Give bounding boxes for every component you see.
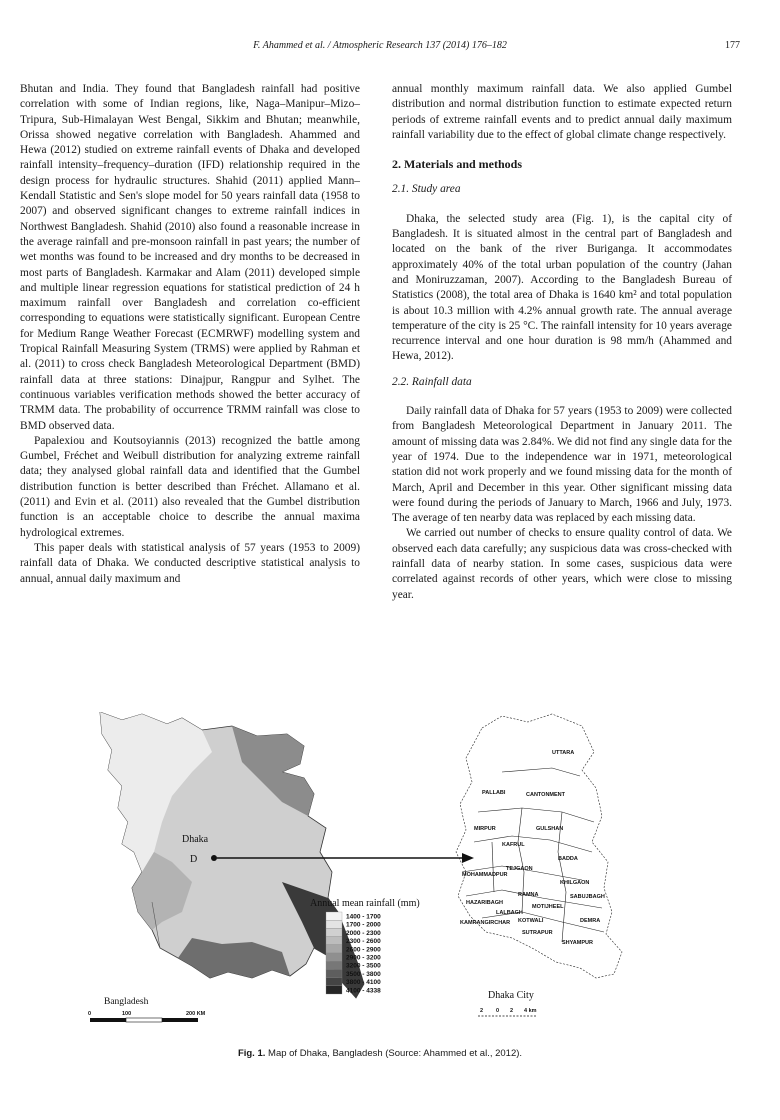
thana-label: SABUJBAGH: [570, 894, 605, 900]
country-scale-bar: [90, 1018, 198, 1022]
section-heading: 2. Materials and methods: [392, 157, 522, 172]
city-label: Dhaka City: [488, 990, 534, 1001]
map-graphic: [82, 712, 662, 1032]
thana-label: CANTONMENT: [526, 792, 566, 798]
study-area-paragraph: Dhaka, the selected study area (Fig. 1), is the capital city of Bangladesh. It is situated almost in the central part of Bangladesh and located on the bank of the river Buriganga. It accommodates approximately 40% of the total urban population of the country (Jahan and Moniruzzaman, 2007). According to the Bangladesh Bureau of Statistics (2008), the total area of Dhaka is 1640 km² and total population is about 10.3 million with 4.2% annual growth rate. The annual average temperature of the city is 25 °C. The rainfall intensity for 10 years average recurrence interval and one hour duration is 98 mm/h (Ahammed and Hewa, 2012).: [392, 212, 732, 363]
figure-caption-text: Map of Dhaka, Bangladesh (Source: Ahammed et al., 2012).: [268, 1048, 523, 1059]
legend-swatch: [326, 969, 342, 977]
thana-label: PALLABI: [482, 790, 506, 796]
pointer-arrow-head: [462, 853, 474, 863]
legend-swatch: [326, 961, 342, 969]
right-column: [392, 82, 732, 603]
legend-swatch: [326, 928, 342, 936]
dhaka-map-label-2: D: [190, 854, 198, 865]
thana-label: SHYAMPUR: [562, 940, 593, 946]
legend-label: 2300 - 2600: [346, 938, 381, 946]
legend-swatch: [326, 912, 342, 920]
left-paragraph-2: Papalexiou and Koutsoyiannis (2013) recognized the battle among Gumbel, Fréchet and Weibull distribution for analyzing extreme rainfall data; they analysed global rainfall data and identified that the Gumbel distribution function is better described than Fréchet. Allamano et al. (2011) and Evin et al. (2011) also revealed that the Gumbel distribution function is an acceptable choice to describe the annual maxima hydrological extremes.: [20, 434, 360, 539]
thana-label: KAFRUL: [502, 842, 525, 848]
thana-label: LALBAGH: [496, 910, 523, 916]
legend-label: 4100 - 4338: [346, 987, 381, 995]
running-header: [20, 40, 740, 56]
country-scale-100: 100: [122, 1011, 132, 1017]
legend-label: 2900 - 3200: [346, 954, 381, 962]
thana-label: TEJGAON: [506, 866, 533, 872]
dhaka-city-map: [456, 714, 622, 978]
thana-label: KAMRANGIRCHAR: [460, 920, 511, 926]
country-scale-200: 200 KM: [186, 1011, 206, 1017]
thana-label: MIRPUR: [474, 826, 496, 832]
legend-swatch: [326, 920, 342, 928]
page-number: 177: [725, 40, 740, 51]
legend-swatch: [326, 945, 342, 953]
left-column: [20, 82, 360, 587]
dhaka-map-label: Dhaka: [182, 834, 209, 845]
thana-label: GULSHAN: [536, 826, 564, 832]
legend-swatch: [326, 978, 342, 986]
thana-label: UTTARA: [552, 750, 575, 756]
city-scale-4km: 4 km: [524, 1008, 537, 1014]
legend-label: 1700 - 2000: [346, 921, 381, 929]
city-scale-2b: 2: [510, 1008, 514, 1014]
legend-swatch: [326, 953, 342, 961]
legend-swatch: [326, 986, 342, 994]
legend-label: 3500 - 3800: [346, 970, 381, 978]
city-scale-0: 0: [496, 1008, 500, 1014]
running-title: F. Ahammed et al. / Atmospheric Research 137 (2014) 176–182: [253, 40, 507, 51]
figure-map: [82, 712, 662, 1032]
thana-label: MOHAMMADPUR: [462, 872, 508, 878]
thana-label: KOTWALI: [518, 918, 544, 924]
city-scale-2a: 2: [480, 1008, 484, 1014]
bangladesh-map: [100, 712, 364, 998]
legend-label: 3200 - 3500: [346, 962, 381, 970]
rainfall-legend: [326, 912, 381, 994]
thana-label: KHILGAON: [560, 880, 590, 886]
legend-label: 2000 - 2300: [346, 929, 381, 937]
thana-label: SUTRAPUR: [522, 930, 553, 936]
right-intro-paragraph: annual monthly maximum rainfall data. We also applied Gumbel distribution and normal distribution function to estimate expected return periods of extreme rainfall events and to predict annual daily maximum rainfall variability due to the effect of global climate change respectively.: [392, 83, 732, 141]
thana-label: DEMRA: [580, 918, 601, 924]
subsection-study-area-heading: 2.1. Study area: [392, 183, 461, 196]
figure-caption-label: Fig. 1.: [237, 1048, 266, 1059]
thana-label: RAMNA: [518, 892, 539, 898]
left-paragraph-3: This paper deals with statistical analysis of 57 years (1953 to 2009) rainfall data of Dhaka. We conducted descriptive statistical analysis to annual, annual daily maximum and: [20, 541, 360, 585]
thana-label: BADDA: [558, 856, 578, 862]
legend-title: Annual mean rainfall (mm): [310, 898, 420, 909]
country-label: Bangladesh: [104, 997, 149, 1007]
thana-labels: [460, 750, 605, 946]
dhaka-location-marker: [211, 855, 217, 861]
left-paragraph-1: Bhutan and India. They found that Bangladesh rainfall had positive correlation with some of Indian regions, like, Naga–Manipur–Mizo–Tripura, Sub-Himalayan West Bengal, Sikkim and Bhutan; meanwhile, Orissa showed negative correlation with Bangladesh. Ahammed and Hewa (2012) studied on extreme rainfall events of Dhaka and developed rainfall intensity–frequency–duration (IFD) relationship required in the design process for hydraulic structures. Shahid (2011) applied Mann–Kendall Statistic and Sen's slope model for 50 years rainfall data (1958 to 2007) and observed significant changes to extreme rainfall indices in Northwest Bangladesh. Shahid (2010) also found a reasonable increase in the average rainfall and pre-monsoon rainfall in past years; the number of wet months was found to be increased and dry months to be decreased in most parts of Bangladesh. Karmakar and Alam (2011) developed simple and multiple linear regression equations for statistical prediction of 24 h maximum rainfall over Bangladesh and correlation co-efficient corresponding to equations were statistically significant. European Centre for Medium Range Weather Forecast (ECMRWF) modelling system and Tropical Rainfall Measuring System (TRMS) were applied by Rahman et al. (2011) to cross check Bangladesh Meteorological Department (BMD) rainfall data at three stations: Dinajpur, Rangpur and Sylhet. The continuous variables verification methods showed the better accuracy of TRMM data. The probability of occurrence TRMM rainfall was close to BMD observed data.: [20, 83, 360, 432]
legend-label: 1400 - 1700: [346, 913, 381, 921]
legend-label: 3800 - 4100: [346, 979, 381, 987]
thana-label: HAZARIBAGH: [466, 900, 503, 906]
country-scale-0: 0: [88, 1011, 92, 1017]
legend-label: 2600 - 2900: [346, 946, 381, 954]
thana-label: MOTIJHEEL: [532, 904, 564, 910]
legend-swatch: [326, 937, 342, 945]
figure-caption: [20, 1048, 740, 1059]
subsection-rainfall-data-heading: 2.2. Rainfall data: [392, 375, 472, 388]
rainfall-data-paragraph-1: Daily rainfall data of Dhaka for 57 years (1953 to 2009) were collected from Bangladesh Meteorological Department in January 2011. The amount of missing data was 2.84%. We did not find any single data for the year of 1974. Due to the independence war in 1971, meteorological station did not work properly and we found missing data for the month of March, April and December in this year. Other significant missing data were found during the periods of January to March, 1966 and July, 1973. The average of ten nearby data was replaced by each missing data.: [392, 405, 732, 525]
rainfall-data-paragraph-2: We carried out number of checks to ensure quality control of data. We observed each data carefully; any suspicious data was cross-checked with rainfall data of nearby station. In some cases, suspicious data were correlated against records of other years, which were close to missing year.: [392, 527, 732, 601]
